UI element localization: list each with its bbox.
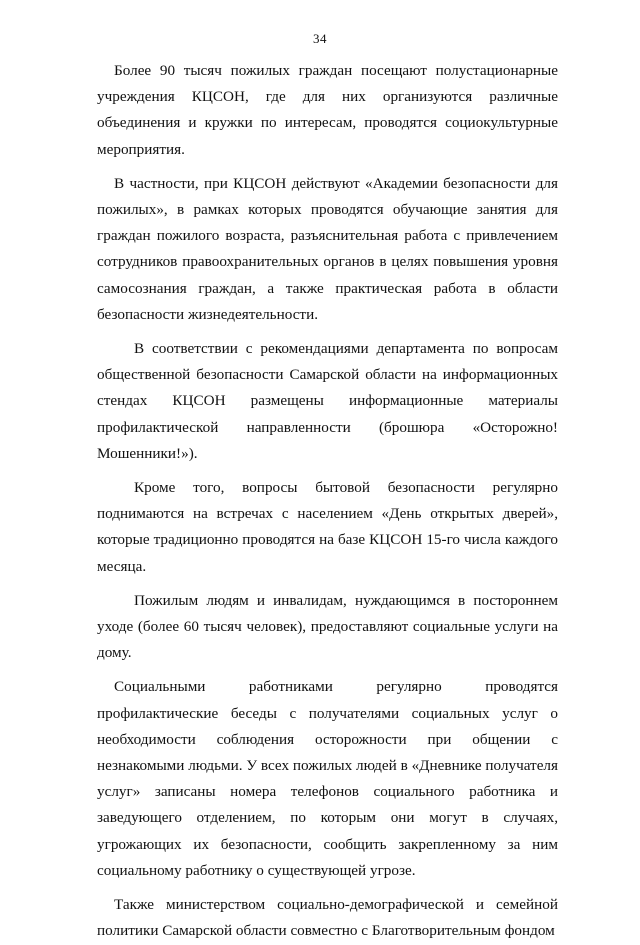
paragraph-akademii-bezopasnosti: В частности, при КЦСОН действуют «Академии безопасности для пожилых», в рамках которых проводятся обучающие занятия для граждан пожилого возраста, разъяснительная работа с привлечением сотрудников правоохранительных органов в целях повышения уровня самосознания граждан, а также практическая работа в области безопасности жизнедеятельности.	[97, 174, 558, 323]
page-number: 34	[313, 31, 327, 46]
paragraph-profilakticheskie-besedy: Социальными работниками регулярно проводятся профилактические беседы с получателями социальных услуг о необходимости соблюдения осторожности при общении с незнакомыми людьми. У всех пожилых людей в «Дневнике получателя услуг» записаны номера телефонов социального работника и заведующего отделением, по которым они могут в случаях, угрожающих их безопасности, сообщить закрепленному за ним социальному работнику о существующей угрозе.	[97, 678, 558, 879]
body-text	[97, 58, 558, 945]
paragraph-uslugi-na-domu: Пожилым людям и инвалидам, нуждающимся в постороннем уходе (более 60 тысяч человек), предоставляют социальные услуги на дому.	[97, 591, 558, 662]
paragraph-polustatsionar: Более 90 тысяч пожилых граждан посещают полустационарные учреждения КЦСОН, где для них организуются различные объединения и кружки по интересам, проводятся социокультурные мероприятия.	[97, 62, 558, 158]
paragraph-informatsionnye-stendy: В соответствии с рекомендациями департамента по вопросам общественной безопасности Самарской области на информационных стендах КЦСОН размещены информационные материалы профилактической направленности (брошюра «Осторожно! Мошенники!»).	[97, 340, 558, 462]
paragraph-den-otkrytyh-dverey: Кроме того, вопросы бытовой безопасности регулярно поднимаются на встречах с населением «День открытых дверей», которые традиционно проводятся на базе КЦСОН 15-го числа каждого месяца.	[97, 479, 558, 575]
paragraph-blagotvoritelnyy-fond: Также министерством социально-демографической и семейной политики Самарской области совместно с Благотворительным фондом	[97, 896, 558, 940]
